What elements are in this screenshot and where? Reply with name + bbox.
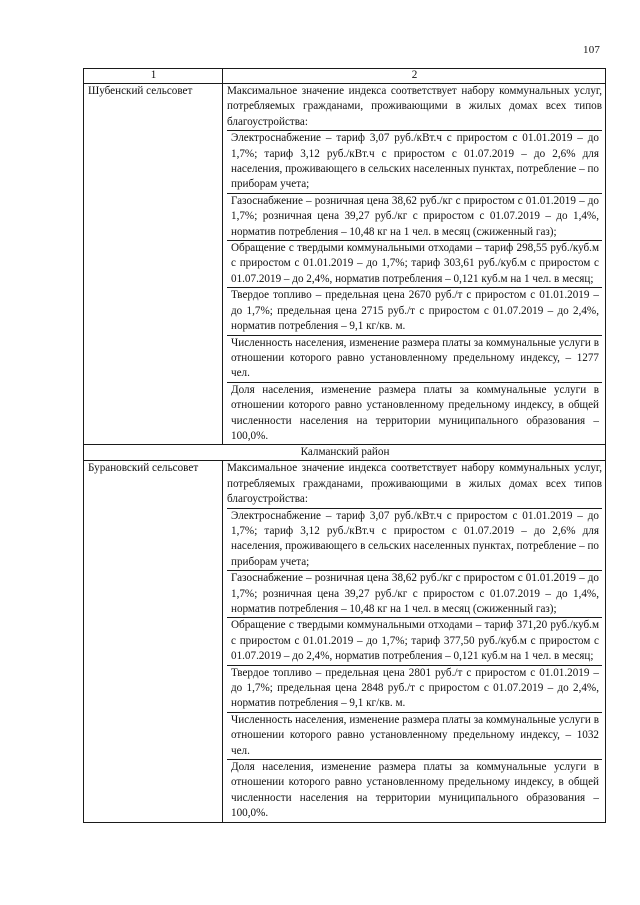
paragraph-intro: Максимальное значение индекса соответствует набору коммунальных услуг, потребляемых гражданами, проживающими в жилых домах всех типов благоустройства:	[227, 462, 602, 506]
municipality-name: Бурановский сельсовет	[84, 461, 223, 822]
paragraph-gas: Газоснабжение – розничная цена 38,62 руб./кг с приростом с 01.01.2019 – до 1,7%; розничная цена 39,27 руб./кг с приростом с 01.07.2019 – до 1,4%, норматив потребления – 10,48 кг на 1 чел. в месяц (сжиженный газ);	[227, 570, 602, 617]
paragraph-solid-fuel: Твердое топливо – предельная цена 2670 руб./т с приростом с 01.01.2019 – до 1,7%; предельная цена 2715 руб./т с приростом с 01.07.2019 – до 2,4%, норматив потребления – 9,1 кг/кв. м.	[227, 287, 602, 334]
page-number: 107	[583, 44, 601, 56]
paragraph-waste: Обращение с твердыми коммунальными отходами – тариф 371,20 руб./куб.м с приростом с 01.01.2019 – до 1,7%; тариф 377,50 руб./куб.м с приростом с 01.07.2019 – до 2,4%, норматив потребления – 0,121 куб.м на 1 чел. в месяц;	[227, 617, 602, 664]
paragraph-electricity: Электроснабжение – тариф 3,07 руб./кВт.ч с приростом с 01.01.2019 – до 1,7%; тариф 3,12 руб./кВт.ч с приростом с 01.07.2019 – до 2,6% для населения, проживающего в сельских населенных пунктах, потребление – по приборам учета;	[227, 508, 602, 571]
paragraph-intro: Максимальное значение индекса соответствует набору коммунальных услуг, потребляемых гражданами, проживающими в жилых домах всех типов благоустройства:	[227, 85, 602, 128]
paragraph-population-share: Доля населения, изменение размера платы за коммунальные услуги в отношении которого равно установленному предельному индексу, в общей численности населения на территории муниципального образования – 100,0%.	[227, 759, 602, 822]
paragraph-waste: Обращение с твердыми коммунальными отходами – тариф 298,55 руб./куб.м с приростом с 01.01.2019 – до 1,7%; тариф 303,61 руб./куб.м с приростом с 01.07.2019 – до 2,4%, норматив потребления – 0,121 куб.м на 1 чел. в месяц;	[227, 240, 602, 287]
municipality-name: Шубенский сельсовет	[84, 84, 223, 445]
municipality-description	[223, 84, 606, 445]
paragraph-solid-fuel: Твердое топливо – предельная цена 2801 руб./т с приростом с 01.01.2019 – до 1,7%; предельная цена 2848 руб./т с приростом с 01.07.2019 – до 2,4%, норматив потребления – 9,1 кг/кв. м.	[227, 665, 602, 712]
paragraph-population: Численность населения, изменение размера платы за коммунальные услуги в отношении которого равно установленному предельному индексу, – 1032 чел.	[227, 712, 602, 759]
municipality-description	[223, 461, 606, 822]
column-header-1: 1	[84, 69, 223, 84]
paragraph-gas: Газоснабжение – розничная цена 38,62 руб./кг с приростом с 01.01.2019 – до 1,7%; розничная цена 39,27 руб./кг с приростом с 01.07.2019 – до 1,4%, норматив потребления – 10,48 кг на 1 чел. в месяц (сжиженный газ);	[227, 193, 602, 240]
region-title: Калманский район	[84, 445, 606, 461]
table-row-buranovsky	[84, 461, 606, 822]
paragraph-electricity: Электроснабжение – тариф 3,07 руб./кВт.ч с приростом с 01.01.2019 – до 1,7%; тариф 3,12 руб./кВт.ч с приростом с 01.07.2019 – до 2,6% для населения, проживающего в сельских населенных пунктах, потребление – по приборам учета;	[227, 130, 602, 193]
paragraph-population: Численность населения, изменение размера платы за коммунальные услуги в отношении которого равно установленному предельному индексу, – 1277 чел.	[227, 335, 602, 382]
paragraph-population-share: Доля населения, изменение размера платы за коммунальные услуги в отношении которого равно установленному предельному индексу, в общей численности населения на территории муниципального образования – 100,0%.	[227, 382, 602, 445]
column-header-2: 2	[223, 69, 606, 84]
table-row-shubensky	[84, 84, 606, 445]
table-header-row	[84, 69, 606, 84]
index-table	[83, 68, 606, 823]
region-row	[84, 445, 606, 461]
